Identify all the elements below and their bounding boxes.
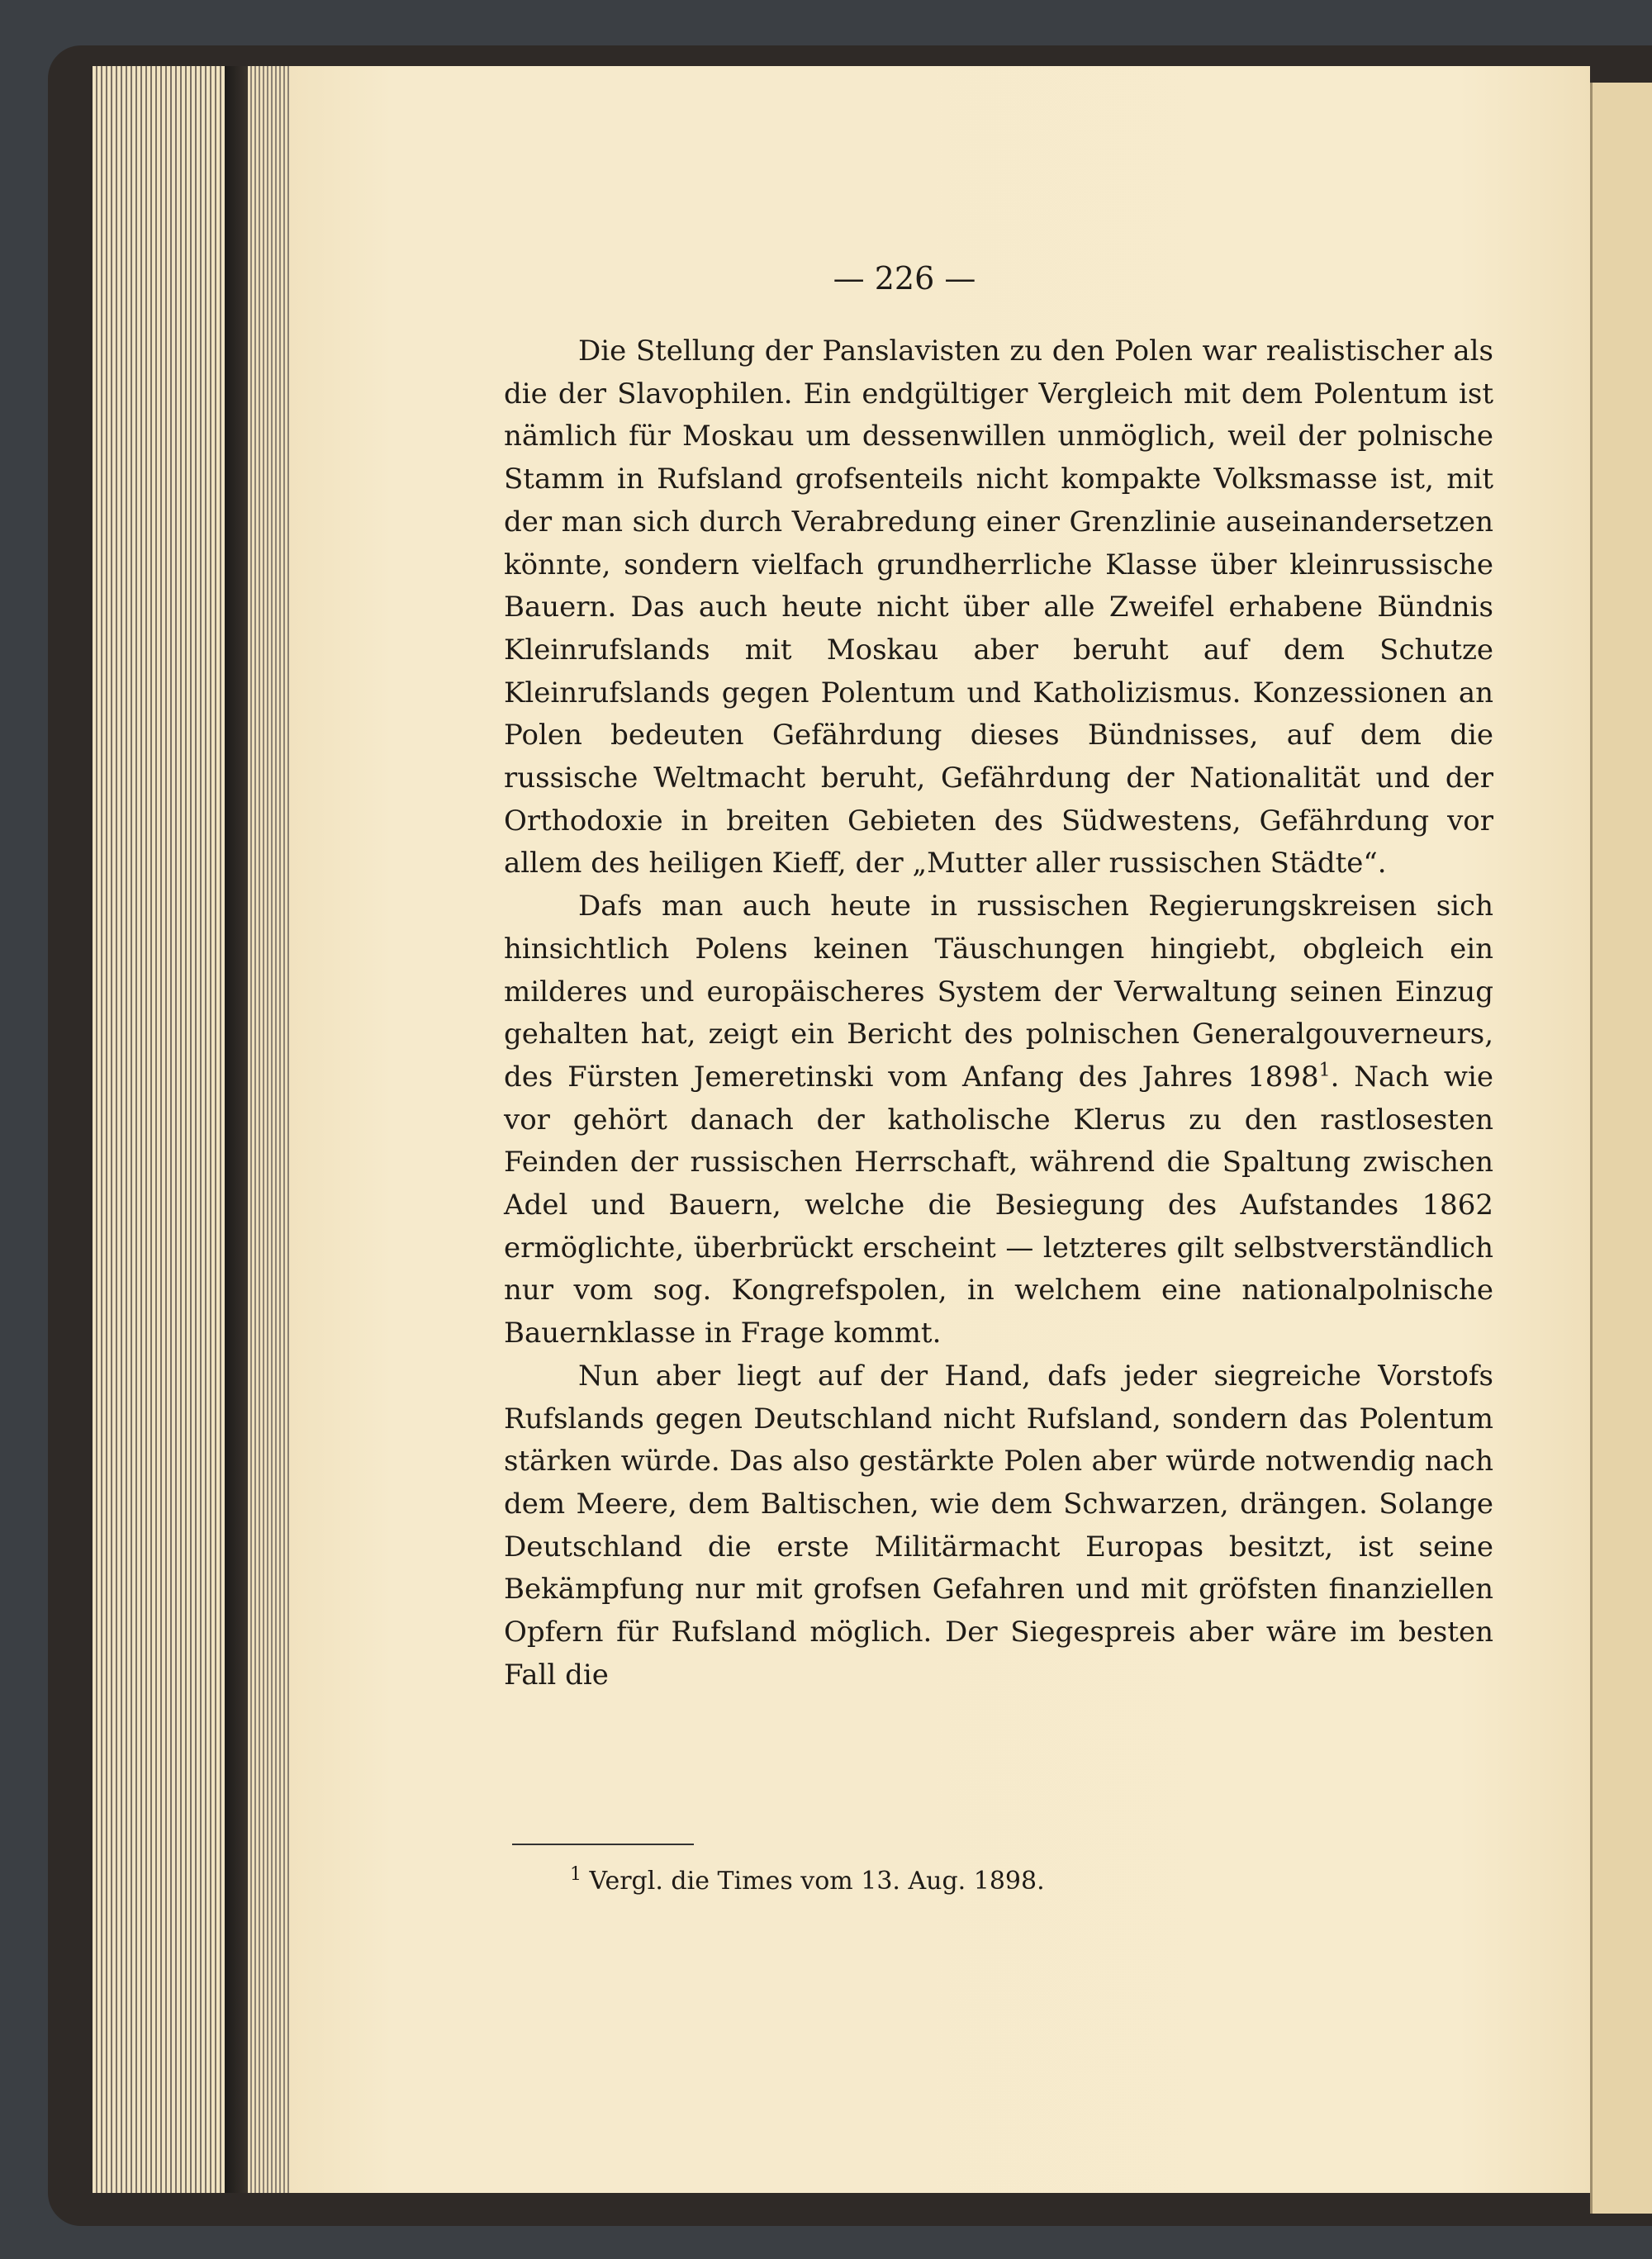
footnote-mark: 1 [570,1864,582,1885]
paragraph-1: Die Stellung der Panslavisten zu den Polen war realistischer als die der Slavophilen. Ein endgültiger Vergleich mit dem Polentum ist nämlich für Moskau um dessenwillen unmöglich, weil der polnische Stamm in Rufsland grofsenteils nicht kompakte Volksmasse ist, mit der man sich durch Verabredung einer Grenzlinie auseinandersetzen könnte, sondern vielfach grundherrliche Klasse über kleinrussische Bauern. Das auch heute nicht über alle Zweifel erhabene Bündnis Kleinrufslands mit Moskau aber beruht auf dem Schutze Kleinrufslands gegen Polentum und Katholizismus. Konzessionen an Polen bedeuten Gefährdung dieses Bündnisses, auf dem die russische Weltmacht beruht, Gefährdung der Nationalität und der Orthodoxie in breiten Gebieten des Südwestens, Gefährdung vor allem des heiligen Kieff, der „Mutter aller russischen Städte“. [504,335,1493,880]
page-edge-right [1590,83,1652,2214]
footnote [570,1864,1045,1896]
page-edges-left [93,66,225,2193]
footnote-reference[interactable]: 1 [1318,1060,1331,1081]
footnote-divider [512,1844,694,1845]
paragraph-3: Nun aber liegt auf der Hand, dafs jeder siegreiche Vorstofs Rufslands gegen Deutschland nicht Rufsland, sondern das Polentum stärken würde. Das also gestärkte Polen aber würde notwendig nach dem Meere, dem Baltischen, wie dem Schwarzen, drängen. Solange Deutschland die erste Militärmacht Europas besitzt, ist seine Bekämpfung nur mit grofsen Gefahren und mit gröfsten finanziellen Opfern für Rufsland möglich. Der Siegespreis aber wäre im besten Fall die [504,1359,1493,1692]
paragraph-2-start: Dafs man auch heute in russischen Regierungskreisen sich hinsichtlich Polens keinen Täuschungen hingiebt, obgleich ein milderes und europäischeres System der Verwaltung seinen Einzug gehalten hat, zeigt ein Bericht des polnischen Generalgouverneurs, des Fürsten Jemeretinski vom Anfang des Jahres 1898 [504,890,1493,1094]
page-number: — 226 — [833,260,976,297]
paragraph-2 [504,885,1493,1355]
page-edges-inner [248,66,289,2193]
book-gutter [225,66,248,2193]
footnote-text: Vergl. die Times vom 13. Aug. 1898. [589,1867,1045,1896]
body-text [504,330,1493,1697]
paragraph-2-cont: . Nach wie vor gehört danach der katholische Klerus zu den rastlosesten Feinden der russischen Herrschaft, während die Spaltung zwischen Adel und Bauern, welche die Besiegung des Aufstandes 1862 ermöglichte, überbrückt erscheint — letzteres gilt selbstverständlich nur vom sog. Kongrefspolen, in welchem eine nationalpolnische Bauernklasse in Frage kommt. [504,1060,1493,1350]
